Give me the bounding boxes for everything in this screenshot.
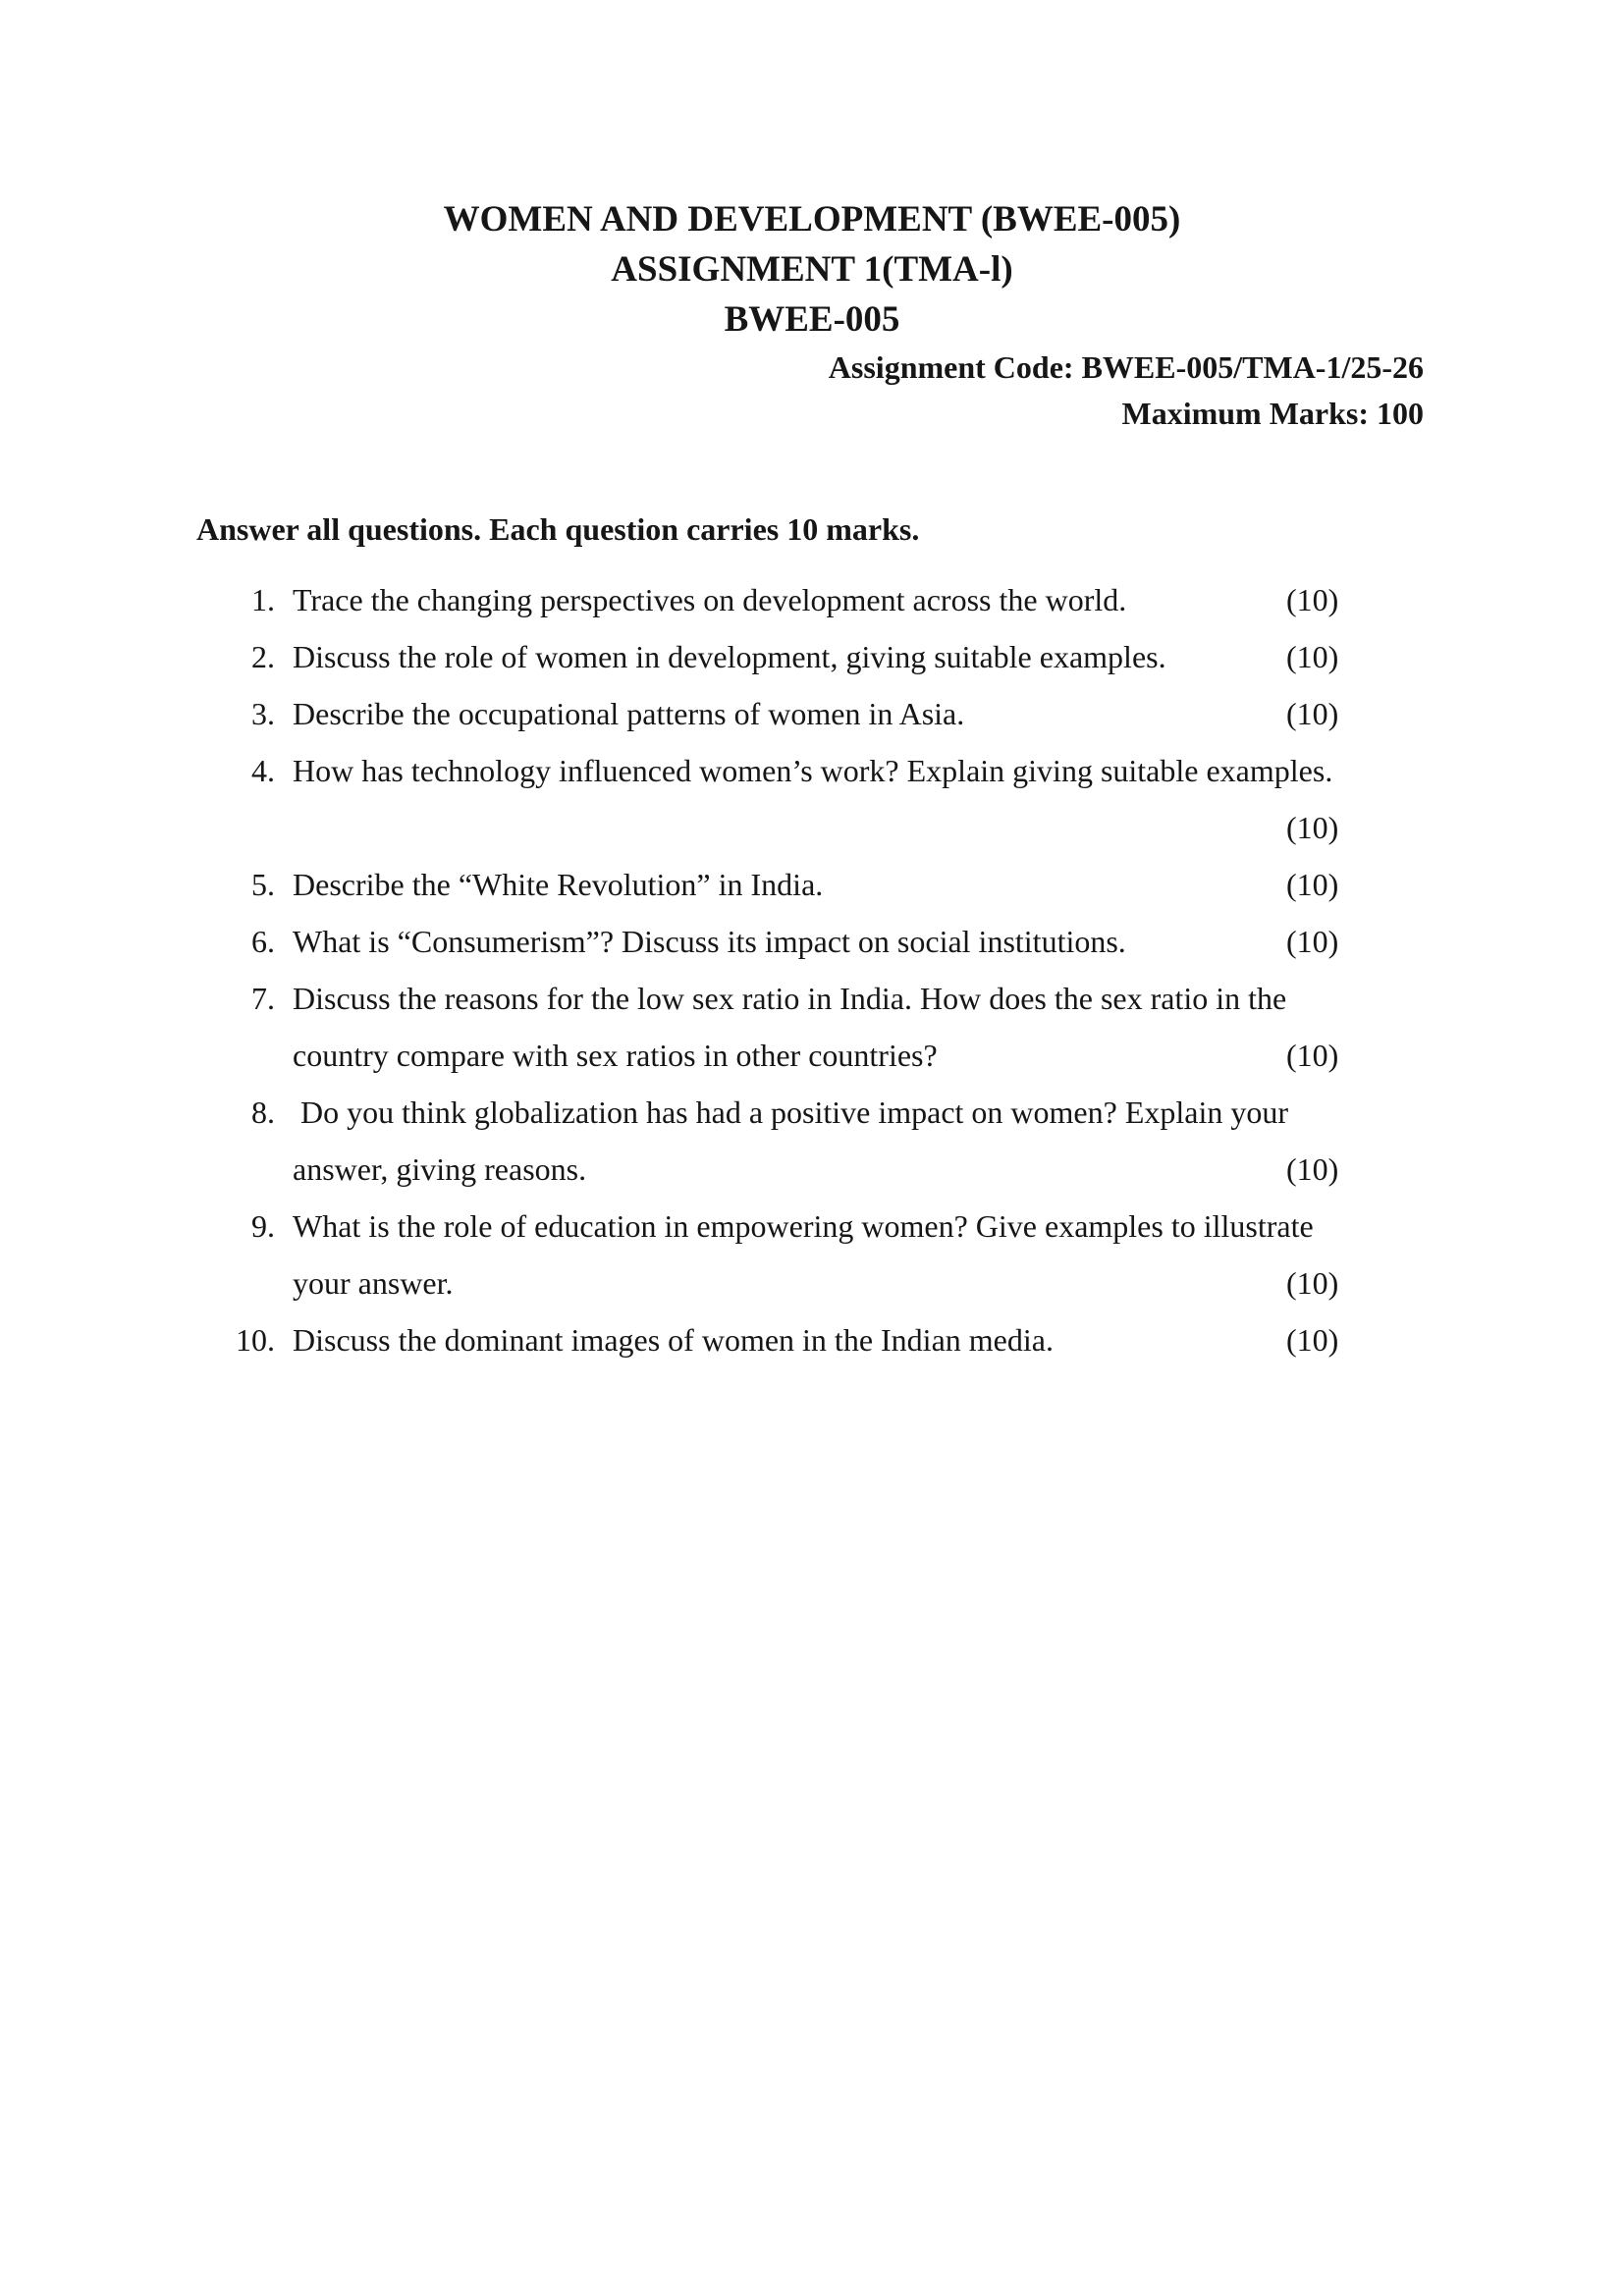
course-code: BWEE-005 xyxy=(724,299,900,340)
question-item xyxy=(196,856,1443,913)
question-number: 7. xyxy=(251,981,275,1016)
question-line xyxy=(196,1084,1443,1141)
question-text: your answer. xyxy=(293,1265,454,1301)
question-number: 1. xyxy=(251,582,275,617)
question-line xyxy=(196,571,1443,628)
question-marks: (10) xyxy=(1286,639,1339,674)
question-list xyxy=(196,571,1443,1368)
question-marks: (10) xyxy=(1286,696,1339,731)
question-item xyxy=(196,913,1443,970)
question-item xyxy=(196,628,1443,685)
question-item xyxy=(196,1311,1443,1368)
assignment-title: ASSIGNMENT 1(TMA-l) xyxy=(611,249,1013,290)
question-item xyxy=(196,742,1443,856)
question-text: How has technology influenced women’s work? Explain giving suitable examples. xyxy=(293,753,1333,788)
question-number: 10. xyxy=(236,1322,275,1358)
question-item xyxy=(196,685,1443,742)
question-item xyxy=(196,1084,1443,1198)
question-number: 2. xyxy=(251,639,275,674)
question-text: Describe the “White Revolution” in India. xyxy=(293,867,824,902)
question-marks: (10) xyxy=(1286,867,1339,902)
question-marks: (10) xyxy=(1286,810,1339,845)
course-title: WOMEN AND DEVELOPMENT (BWEE-005) xyxy=(443,199,1181,240)
question-text: What is the role of education in empowering women? Give examples to illustrate xyxy=(293,1208,1314,1244)
question-number: 8. xyxy=(251,1095,275,1130)
question-line xyxy=(196,913,1443,970)
question-marks: (10) xyxy=(1286,1265,1339,1301)
question-line xyxy=(196,742,1443,799)
question-line xyxy=(196,1198,1443,1255)
maximum-marks: Maximum Marks: 100 xyxy=(1121,396,1424,431)
question-line xyxy=(196,799,1443,856)
question-number: 6. xyxy=(251,924,275,959)
question-marks: (10) xyxy=(1286,1151,1339,1187)
question-text: Describe the occupational patterns of women in Asia. xyxy=(293,696,965,731)
question-text: answer, giving reasons. xyxy=(293,1151,587,1187)
question-text: country compare with sex ratios in other countries? xyxy=(293,1038,938,1073)
question-marks: (10) xyxy=(1286,1322,1339,1358)
question-line xyxy=(196,856,1443,913)
question-number: 4. xyxy=(251,753,275,788)
question-line xyxy=(196,628,1443,685)
question-number: 9. xyxy=(251,1208,275,1244)
question-line xyxy=(196,1255,1443,1311)
question-text: What is “Consumerism”? Discuss its impact on social institutions. xyxy=(293,924,1126,959)
question-text: Discuss the reasons for the low sex ratio in India. How does the sex ratio in the xyxy=(293,981,1287,1016)
question-marks: (10) xyxy=(1286,582,1339,617)
question-text: Trace the changing perspectives on development across the world. xyxy=(293,582,1127,617)
question-line xyxy=(196,1311,1443,1368)
question-text: Do you think globalization has had a positive impact on women? Explain your xyxy=(293,1095,1289,1130)
question-line xyxy=(196,685,1443,742)
question-text: Discuss the role of women in development, giving suitable examples. xyxy=(293,639,1166,674)
question-line xyxy=(196,1027,1443,1084)
question-item xyxy=(196,1198,1443,1311)
question-item xyxy=(196,571,1443,628)
question-item xyxy=(196,970,1443,1084)
instructions-heading: Answer all questions. Each question carries 10 marks. xyxy=(196,511,920,547)
question-number: 3. xyxy=(251,696,275,731)
question-marks: (10) xyxy=(1286,1038,1339,1073)
question-marks: (10) xyxy=(1286,924,1339,959)
question-number: 5. xyxy=(251,867,275,902)
question-line xyxy=(196,970,1443,1027)
question-text: Discuss the dominant images of women in the Indian media. xyxy=(293,1322,1054,1358)
assignment-code: Assignment Code: BWEE-005/TMA-1/25-26 xyxy=(828,349,1424,385)
question-line xyxy=(196,1141,1443,1198)
